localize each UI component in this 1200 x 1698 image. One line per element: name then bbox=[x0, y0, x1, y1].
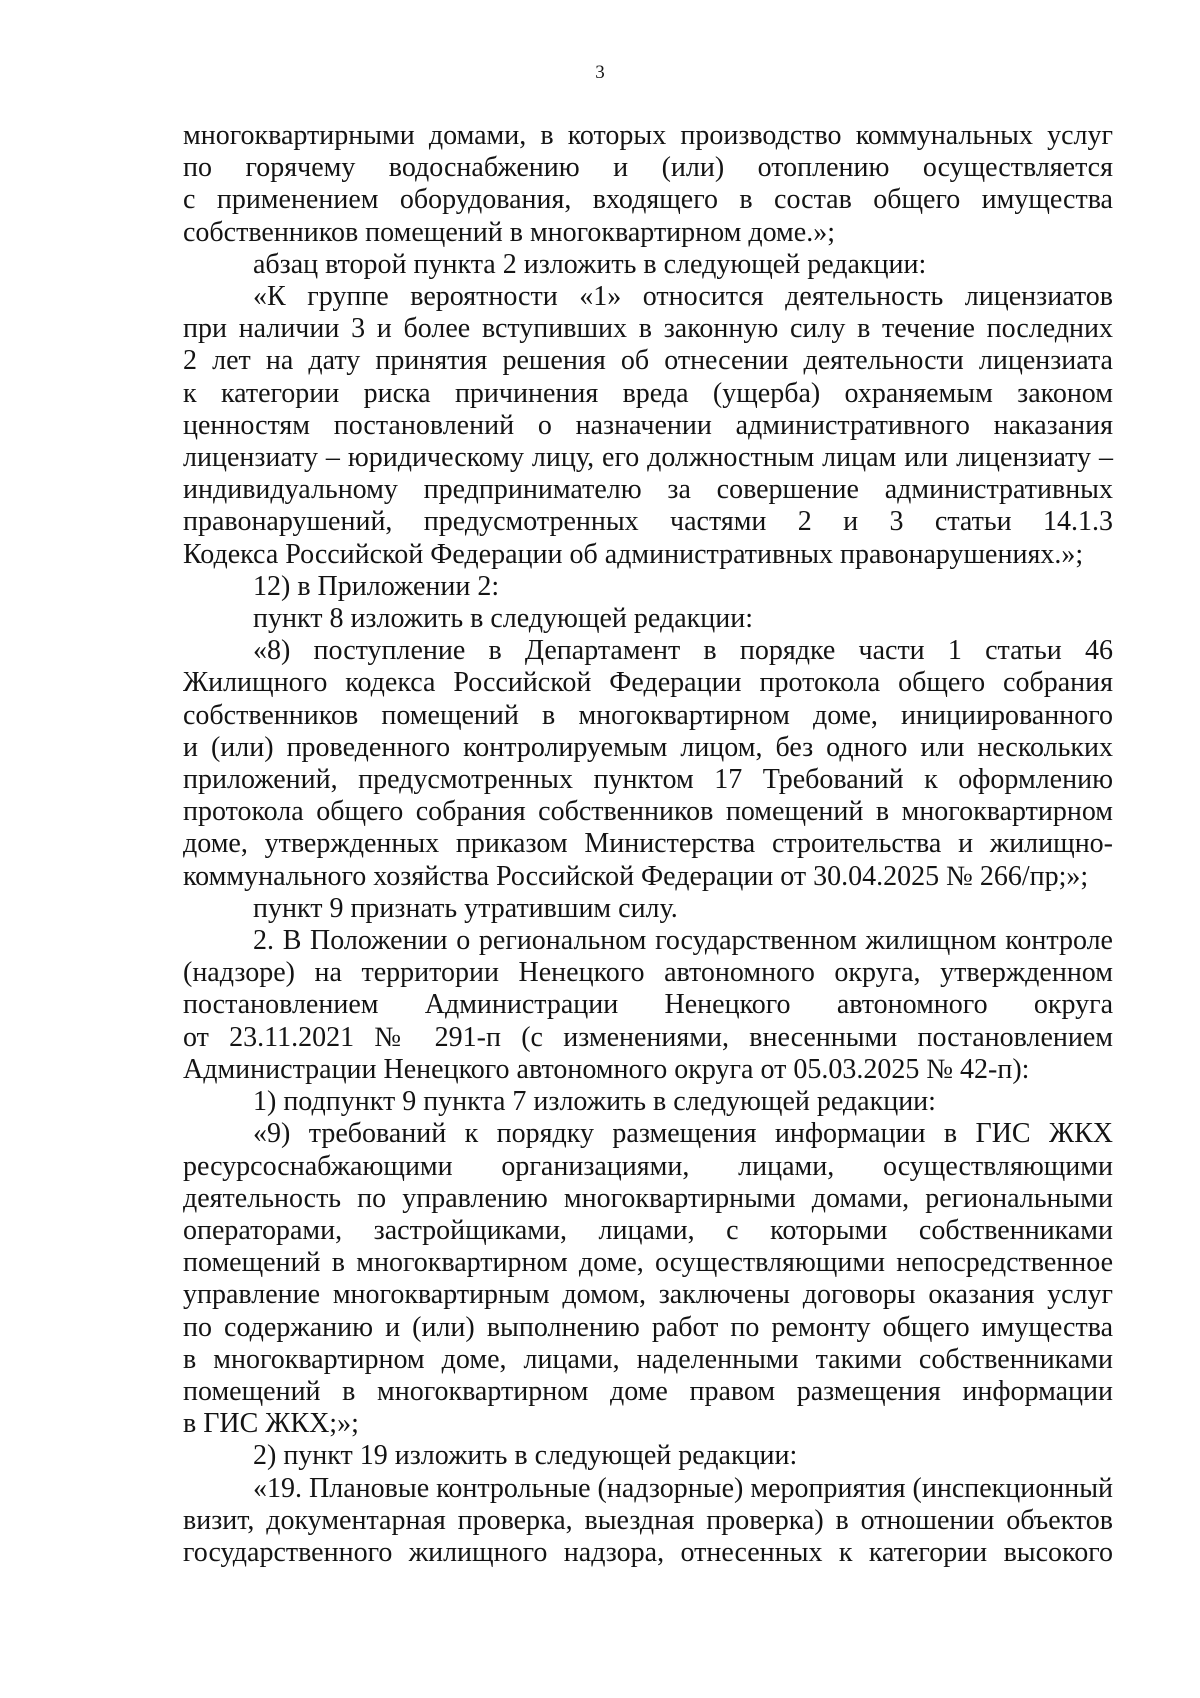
text-line: при наличии 3 и более вступивших в законную силу в течение последних bbox=[183, 313, 1113, 345]
text-line: (надзоре) на территории Ненецкого автономного округа, утвержденном bbox=[183, 957, 1113, 989]
text-line: 2) пункт 19 изложить в следующей редакции: bbox=[253, 1440, 798, 1472]
text-line: индивидуальному предпринимателю за совершение административных bbox=[183, 474, 1113, 506]
text-line: многоквартирными домами, в которых производство коммунальных услуг bbox=[183, 120, 1113, 151]
text-line: Жилищного кодекса Российской Федерации протокола общего собрания bbox=[183, 667, 1113, 699]
text-line: деятельность по управлению многоквартирными домами, региональными bbox=[183, 1182, 1113, 1214]
text-line: в многоквартирном доме, лицами, наделенными такими собственниками bbox=[183, 1343, 1113, 1375]
text-line: постановлением Администрации Ненецкого автономного округа bbox=[183, 989, 1113, 1021]
text-line: 2 лет на дату принятия решения об отнесении деятельности лицензиата bbox=[183, 345, 1113, 377]
text-line: 12) в Приложении 2: bbox=[253, 570, 500, 602]
text-line: протокола общего собрания собственников помещений в многоквартирном bbox=[183, 796, 1113, 828]
text-line: от 23.11.2021 № 291-п (с изменениями, внесенными постановлением bbox=[183, 1021, 1113, 1053]
text-line: государственного жилищного надзора, отнесенных к категории высокого bbox=[183, 1536, 1113, 1568]
text-line: 2. В Положении о региональном государственном жилищном контроле bbox=[253, 925, 1113, 957]
text-line: лицензиату – юридическому лицу, его должностным лицам или лицензиату – bbox=[183, 442, 1113, 474]
text-line: с применением оборудования, входящего в состав общего имущества bbox=[183, 184, 1113, 216]
text-line: по горячему водоснабжению и (или) отоплению осуществляется bbox=[183, 152, 1113, 184]
text-line: помещений в многоквартирном доме правом размещения информации bbox=[183, 1375, 1113, 1407]
text-line: собственников помещений в многоквартирном доме.»; bbox=[183, 216, 835, 248]
text-line: по содержанию и (или) выполнению работ по ремонту общего имущества bbox=[183, 1311, 1113, 1343]
page-number: 3 bbox=[595, 62, 605, 83]
text-line: в ГИС ЖКХ;»; bbox=[183, 1408, 359, 1440]
text-line: 1) подпункт 9 пункта 7 изложить в следующей редакции: bbox=[253, 1086, 936, 1118]
document-body-text bbox=[183, 120, 1113, 1569]
text-line: к категории риска причинения вреда (ущерба) охраняемым законом bbox=[183, 377, 1113, 409]
text-line: пункт 9 признать утратившим силу. bbox=[253, 892, 678, 924]
text-line: приложений, предусмотренных пунктом 17 Требований к оформлению bbox=[183, 764, 1113, 796]
text-line: абзац второй пункта 2 изложить в следующей редакции: bbox=[253, 248, 927, 280]
text-line: Администрации Ненецкого автономного округа от 05.03.2025 № 42-п): bbox=[183, 1053, 1030, 1085]
text-line: доме, утвержденных приказом Министерства строительства и жилищно- bbox=[183, 828, 1113, 860]
text-line: «К группе вероятности «1» относится деятельность лицензиатов bbox=[253, 281, 1113, 313]
text-line: ресурсоснабжающими организациями, лицами, осуществляющими bbox=[183, 1150, 1113, 1182]
text-line: управление многоквартирным домом, заключены договоры оказания услуг bbox=[183, 1279, 1113, 1311]
text-line: ценностям постановлений о назначении административного наказания bbox=[183, 409, 1113, 441]
text-line: пункт 8 изложить в следующей редакции: bbox=[253, 603, 753, 635]
text-line: помещений в многоквартирном доме, осуществляющими непосредственное bbox=[183, 1247, 1113, 1279]
text-line: собственников помещений в многоквартирном доме, инициированного bbox=[183, 699, 1113, 731]
text-line: визит, документарная проверка, выездная проверка) в отношении объектов bbox=[183, 1504, 1113, 1536]
text-line: операторами, застройщиками, лицами, с которыми собственниками bbox=[183, 1214, 1113, 1246]
text-line: «9) требований к порядку размещения информации в ГИС ЖКХ bbox=[253, 1118, 1113, 1150]
text-line: правонарушений, предусмотренных частями 2 и 3 статьи 14.1.3 bbox=[183, 506, 1113, 538]
text-line: коммунального хозяйства Российской Федерации от 30.04.2025 № 266/пр;»; bbox=[183, 860, 1089, 892]
text-line: Кодекса Российской Федерации об административных правонарушениях.»; bbox=[183, 538, 1084, 570]
text-line: «8) поступление в Департамент в порядке части 1 статьи 46 bbox=[253, 635, 1113, 667]
text-line: «19. Плановые контрольные (надзорные) мероприятия (инспекционный bbox=[253, 1472, 1113, 1504]
text-line: и (или) проведенного контролируемым лицом, без одного или нескольких bbox=[183, 731, 1113, 763]
